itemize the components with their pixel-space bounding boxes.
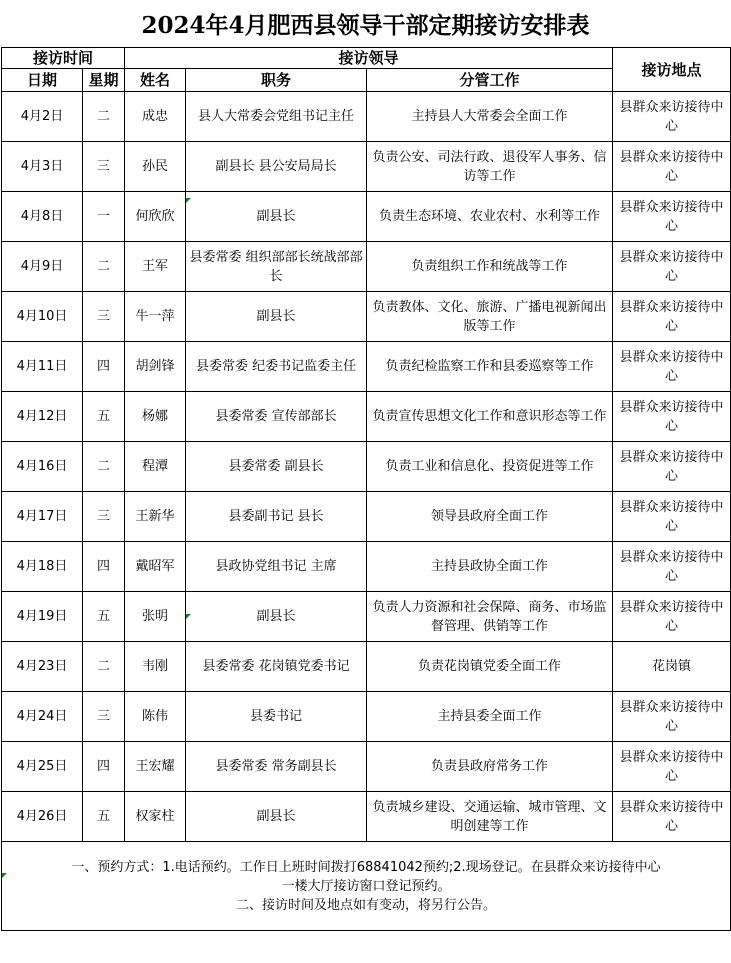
table-row — [2, 342, 731, 392]
cell-weekday: 三 — [83, 692, 125, 742]
cell-date: 4月24日 — [2, 692, 83, 742]
cell-weekday: 一 — [83, 192, 125, 242]
cell-weekday: 三 — [83, 142, 125, 192]
cell-name: 成忠 — [125, 92, 186, 142]
cell-name: 张明 — [125, 592, 186, 642]
cell-weekday: 四 — [83, 542, 125, 592]
cell-duty: 负责教体、文化、旅游、广播电视新闻出版等工作 — [367, 292, 613, 342]
table-row — [2, 442, 731, 492]
cell-location: 县群众来访接待中心 — [613, 392, 731, 442]
cell-location: 县群众来访接待中心 — [613, 542, 731, 592]
cell-location: 县群众来访接待中心 — [613, 242, 731, 292]
header-time-group: 接访时间 — [2, 48, 125, 69]
note-line-2: 一楼大厅接访窗口登记预约。 — [281, 878, 451, 894]
cell-location: 县群众来访接待中心 — [613, 192, 731, 242]
table-row — [2, 592, 731, 642]
cell-position: 县委常委 宣传部部长 — [186, 392, 367, 442]
table-row — [2, 642, 731, 692]
table-row — [2, 192, 731, 242]
cell-name: 权家柱 — [125, 792, 186, 842]
cell-date: 4月10日 — [2, 292, 83, 342]
cell-location: 县群众来访接待中心 — [613, 742, 731, 792]
cell-duty: 主持县委全面工作 — [367, 692, 613, 742]
cell-duty: 负责工业和信息化、投资促进等工作 — [367, 442, 613, 492]
cell-weekday: 三 — [83, 492, 125, 542]
header-duty: 分管工作 — [367, 69, 613, 92]
cell-comment-marker — [2, 873, 7, 878]
table-row — [2, 742, 731, 792]
notes-cell — [2, 842, 731, 931]
cell-name: 牛一萍 — [125, 292, 186, 342]
note-line-3: 二、接访时间及地点如有变动，将另行公告。 — [236, 897, 497, 913]
table-row — [2, 392, 731, 442]
cell-name: 韦刚 — [125, 642, 186, 692]
cell-name: 王宏耀 — [125, 742, 186, 792]
cell-duty: 负责花岗镇党委全面工作 — [367, 642, 613, 692]
cell-duty: 负责城乡建设、交通运输、城市管理、文明创建等工作 — [367, 792, 613, 842]
cell-date: 4月18日 — [2, 542, 83, 592]
cell-duty: 主持县人大常委会全面工作 — [367, 92, 613, 142]
cell-name: 何欣欣 — [125, 192, 186, 242]
header-location: 接访地点 — [613, 48, 731, 92]
cell-name: 戴昭军 — [125, 542, 186, 592]
cell-location: 花岗镇 — [613, 642, 731, 692]
cell-name: 孙民 — [125, 142, 186, 192]
cell-weekday: 二 — [83, 442, 125, 492]
cell-weekday: 五 — [83, 592, 125, 642]
header-date: 日期 — [2, 69, 83, 92]
cell-position: 县委常委 常务副县长 — [186, 742, 367, 792]
cell-position: 县人大常委会党组书记主任 — [186, 92, 367, 142]
cell-date: 4月23日 — [2, 642, 83, 692]
cell-position: 副县长 — [186, 592, 367, 642]
cell-position: 县委副书记 县长 — [186, 492, 367, 542]
cell-location: 县群众来访接待中心 — [613, 792, 731, 842]
cell-position: 县委常委 花岗镇党委书记 — [186, 642, 367, 692]
cell-date: 4月11日 — [2, 342, 83, 392]
cell-duty: 负责公安、司法行政、退役军人事务、信访等工作 — [367, 142, 613, 192]
cell-name: 陈伟 — [125, 692, 186, 742]
note-line-1: 一、预约方式：1.电话预约。工作日上班时间拨打68841042预约;2.现场登记。在县群众来访接待中心 — [71, 859, 661, 875]
cell-duty: 负责人力资源和社会保障、商务、市场监督管理、供销等工作 — [367, 592, 613, 642]
header-name: 姓名 — [125, 69, 186, 92]
table-row — [2, 92, 731, 142]
cell-date: 4月8日 — [2, 192, 83, 242]
cell-location: 县群众来访接待中心 — [613, 442, 731, 492]
cell-position: 副县长 — [186, 292, 367, 342]
cell-location: 县群众来访接待中心 — [613, 592, 731, 642]
table-row — [2, 292, 731, 342]
cell-weekday: 五 — [83, 392, 125, 442]
cell-duty: 领导县政府全面工作 — [367, 492, 613, 542]
cell-duty: 负责县政府常务工作 — [367, 742, 613, 792]
cell-comment-marker — [186, 614, 191, 619]
cell-date: 4月16日 — [2, 442, 83, 492]
cell-weekday: 三 — [83, 292, 125, 342]
cell-location: 县群众来访接待中心 — [613, 292, 731, 342]
cell-duty: 负责纪检监察工作和县委巡察等工作 — [367, 342, 613, 392]
cell-date: 4月17日 — [2, 492, 83, 542]
cell-duty: 主持县政协全面工作 — [367, 542, 613, 592]
table-row — [2, 692, 731, 742]
cell-location: 县群众来访接待中心 — [613, 142, 731, 192]
cell-weekday: 二 — [83, 92, 125, 142]
cell-name: 胡剑锋 — [125, 342, 186, 392]
cell-location: 县群众来访接待中心 — [613, 492, 731, 542]
cell-date: 4月12日 — [2, 392, 83, 442]
cell-comment-marker — [186, 198, 191, 203]
table-row — [2, 492, 731, 542]
cell-position: 县委常委 组织部部长统战部部长 — [186, 242, 367, 292]
cell-name: 王新华 — [125, 492, 186, 542]
cell-location: 县群众来访接待中心 — [613, 692, 731, 742]
cell-position: 副县长 县公安局局长 — [186, 142, 367, 192]
cell-date: 4月9日 — [2, 242, 83, 292]
table-row — [2, 242, 731, 292]
cell-duty: 负责生态环境、农业农村、水利等工作 — [367, 192, 613, 242]
cell-weekday: 二 — [83, 242, 125, 292]
cell-position: 副县长 — [186, 192, 367, 242]
header-weekday: 星期 — [83, 69, 125, 92]
cell-date: 4月25日 — [2, 742, 83, 792]
header-leader-group: 接访领导 — [125, 48, 613, 69]
notes-row — [2, 842, 731, 931]
cell-weekday: 四 — [83, 742, 125, 792]
cell-name: 杨娜 — [125, 392, 186, 442]
cell-date: 4月2日 — [2, 92, 83, 142]
cell-duty: 负责组织工作和统战等工作 — [367, 242, 613, 292]
table-row — [2, 542, 731, 592]
header-position: 职务 — [186, 69, 367, 92]
cell-date: 4月26日 — [2, 792, 83, 842]
cell-position: 县政协党组书记 主席 — [186, 542, 367, 592]
table-row — [2, 142, 731, 192]
cell-weekday: 四 — [83, 342, 125, 392]
table-row — [2, 792, 731, 842]
cell-weekday: 五 — [83, 792, 125, 842]
cell-position: 县委常委 副县长 — [186, 442, 367, 492]
cell-name: 王军 — [125, 242, 186, 292]
cell-weekday: 二 — [83, 642, 125, 692]
cell-date: 4月19日 — [2, 592, 83, 642]
page-title: 2024年4月肥西县领导干部定期接访安排表 — [141, 12, 590, 39]
cell-duty: 负责宣传思想文化工作和意识形态等工作 — [367, 392, 613, 442]
header-row-group — [2, 48, 731, 69]
cell-location: 县群众来访接待中心 — [613, 342, 731, 392]
schedule-rows — [2, 92, 731, 931]
schedule-table — [1, 47, 731, 931]
cell-position: 县委常委 纪委书记监委主任 — [186, 342, 367, 392]
cell-location: 县群众来访接待中心 — [613, 92, 731, 142]
cell-position: 副县长 — [186, 792, 367, 842]
cell-date: 4月3日 — [2, 142, 83, 192]
cell-name: 程潭 — [125, 442, 186, 492]
cell-position: 县委书记 — [186, 692, 367, 742]
